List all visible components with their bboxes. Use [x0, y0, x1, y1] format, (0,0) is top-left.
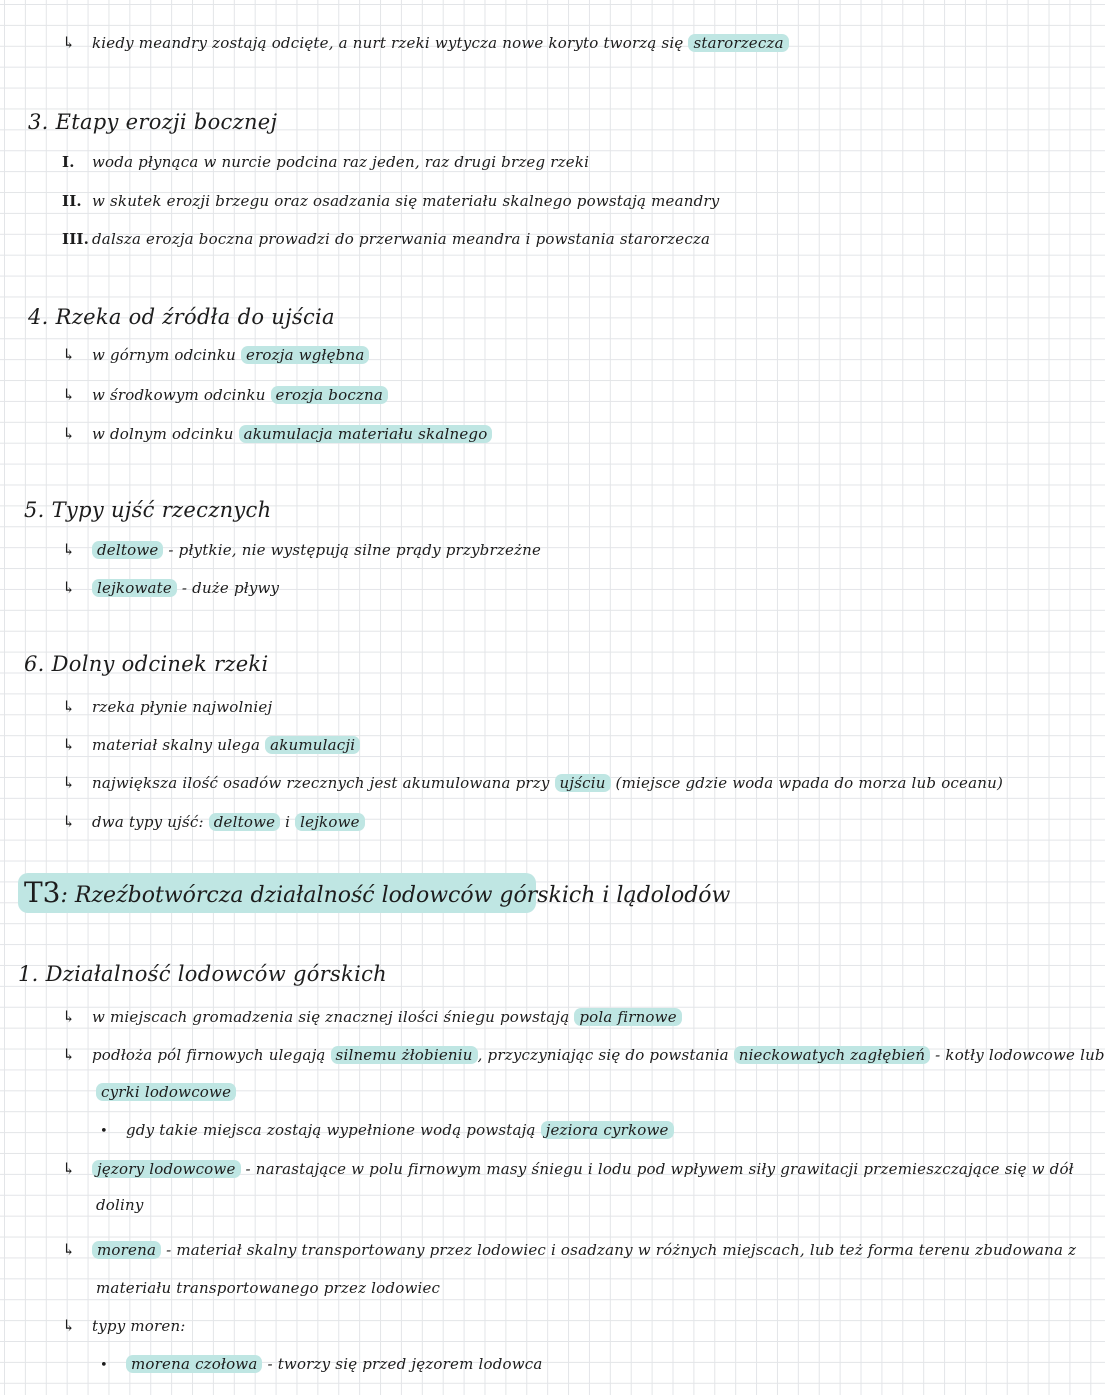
note-line: [62, 697, 272, 716]
note-text: w górnym odcinku: [92, 346, 241, 364]
highlighted-term: ujściu: [555, 774, 611, 792]
note-text: , przyczyniając się do powstania: [477, 1046, 734, 1064]
note-line: [62, 1316, 186, 1335]
highlighted-term: lejkowate: [92, 579, 177, 597]
note-text: dalsza erozja boczna prowadzi do przerwania meandra i powstania starorzecza: [92, 230, 711, 248]
note-line: [62, 385, 388, 404]
arrow-icon: ↳: [62, 697, 76, 716]
note-line: [62, 773, 1003, 792]
note-text: - kotły lodowcowe lub: [930, 1046, 1105, 1064]
highlighted-term: silnemu żłobieniu: [331, 1046, 478, 1064]
arrow-icon: ↳: [62, 773, 76, 792]
note-text: największa ilość osadów rzecznych jest akumulowana przy: [92, 774, 555, 792]
arrow-icon: ↳: [62, 1316, 76, 1335]
highlighted-term: erozja boczna: [271, 386, 388, 404]
note-text: - tworzy się przed jęzorem lodowca: [262, 1355, 543, 1373]
note-text: kiedy meandry zostają odcięte, a nurt rzeki wytycza nowe koryto tworzą się: [92, 34, 689, 52]
note-text: w miejscach gromadzenia się znacznej ilości śniegu powstają: [92, 1008, 575, 1026]
note-text: - płytkie, nie występują silne prądy przybrzeżne: [163, 541, 542, 559]
note-line: [62, 153, 589, 171]
note-heading: [24, 652, 268, 676]
highlighted-term: nieckowatych zagłębień: [734, 1046, 931, 1064]
highlighted-term: jęzory lodowcowe: [92, 1160, 241, 1178]
arrow-icon: ↳: [62, 1240, 76, 1259]
note-text: w skutek erozji brzegu oraz osadzania się materiału skalnego powstają meandry: [92, 192, 720, 210]
note-line: [62, 424, 492, 443]
section-title-text: : Rzeźbotwórcza działalność lodowców górskich i lądolodów: [60, 883, 731, 908]
note-line: [100, 1355, 543, 1373]
highlighted-term: deltowe: [209, 813, 280, 831]
note-line: [62, 812, 365, 831]
note-line: [62, 192, 719, 210]
arrow-icon: ↳: [62, 385, 76, 404]
note-line: [62, 735, 360, 754]
arrow-icon: ↳: [62, 578, 76, 597]
arrow-icon: ↳: [62, 33, 76, 52]
note-text: w dolnym odcinku: [92, 425, 239, 443]
note-text: dwa typy ujść:: [92, 813, 209, 831]
note-text: i: [280, 813, 296, 831]
note-text: 3. Etapy erozji bocznej: [28, 110, 278, 134]
roman-numeral: I.: [62, 153, 75, 171]
note-text: gdy takie miejsca zostają wypełnione wodą powstają: [126, 1121, 541, 1139]
note-text: w środkowym odcinku: [92, 386, 271, 404]
roman-numeral: III.: [62, 230, 90, 248]
note-text: rzeka płynie najwolniej: [92, 698, 273, 716]
note-line: [62, 1159, 1074, 1178]
note-line: [62, 1240, 1076, 1259]
note-text: 1. Działalność lodowców górskich: [18, 962, 387, 986]
note-line: [62, 578, 279, 597]
highlighted-term: starorzecza: [688, 34, 788, 52]
arrow-icon: ↳: [62, 424, 76, 443]
highlighted-term: akumulacja materiału skalnego: [239, 425, 493, 443]
bullet-icon: •: [100, 1358, 108, 1373]
note-text: typy moren:: [92, 1317, 186, 1335]
note-heading: [28, 305, 335, 329]
note-line: [62, 345, 369, 364]
roman-numeral: II.: [62, 192, 82, 210]
note-text: woda płynąca w nurcie podcina raz jeden, raz drugi brzeg rzeki: [92, 153, 590, 171]
note-text: - duże pływy: [176, 579, 280, 597]
note-text: doliny: [96, 1196, 144, 1214]
note-text: 4. Rzeka od źródła do ujścia: [28, 305, 335, 329]
arrow-icon: ↳: [62, 1159, 76, 1178]
arrow-icon: ↳: [62, 812, 76, 831]
note-line: [100, 1121, 674, 1139]
highlighted-term: erozja wgłębna: [241, 346, 370, 364]
note-text: 6. Dolny odcinek rzeki: [24, 652, 269, 676]
highlighted-term: morena: [92, 1241, 161, 1259]
note-heading: [18, 962, 387, 986]
note-text: podłoża pól firnowych ulegają: [92, 1046, 331, 1064]
arrow-icon: ↳: [62, 1007, 76, 1026]
note-line: [62, 230, 710, 248]
arrow-icon: ↳: [62, 540, 76, 559]
note-text: (miejsce gdzie woda wpada do morza lub oceanu): [610, 774, 1004, 792]
highlighted-term: morena czołowa: [126, 1355, 262, 1373]
highlighted-term: deltowe: [92, 541, 163, 559]
highlighted-term: pola firnowe: [574, 1008, 681, 1026]
arrow-icon: ↳: [62, 735, 76, 754]
highlighted-term: akumulacji: [265, 736, 360, 754]
highlighted-term: lejkowe: [295, 813, 365, 831]
note-line: [96, 1196, 144, 1214]
arrow-icon: ↳: [62, 345, 76, 364]
section-title-t3: [18, 873, 731, 913]
highlighted-term: jeziora cyrkowe: [541, 1121, 674, 1139]
bullet-icon: •: [100, 1124, 108, 1139]
note-text: materiału transportowanego przez lodowiec: [96, 1279, 441, 1297]
highlighted-term: cyrki lodowcowe: [96, 1083, 236, 1101]
note-text: 5. Typy ujść rzecznych: [24, 498, 272, 522]
note-line: [62, 1007, 682, 1026]
note-text: - narastające w polu firnowym masy śniegu i lodu pod wpływem siły grawitacji przemieszczające się w dół: [240, 1160, 1074, 1178]
note-line: [62, 33, 789, 52]
note-heading: [28, 110, 277, 134]
note-line: [62, 540, 541, 559]
note-line: [62, 1045, 1105, 1064]
note-text: materiał skalny ulega: [92, 736, 266, 754]
note-line: [96, 1279, 440, 1297]
note-heading: [24, 498, 271, 522]
arrow-icon: ↳: [62, 1045, 76, 1064]
section-label: T3: [24, 876, 61, 909]
note-line: [96, 1083, 236, 1101]
note-text: - materiał skalny transportowany przez lodowiec i osadzany w różnych miejscach, lub też forma terenu zbudowana z: [161, 1241, 1077, 1259]
